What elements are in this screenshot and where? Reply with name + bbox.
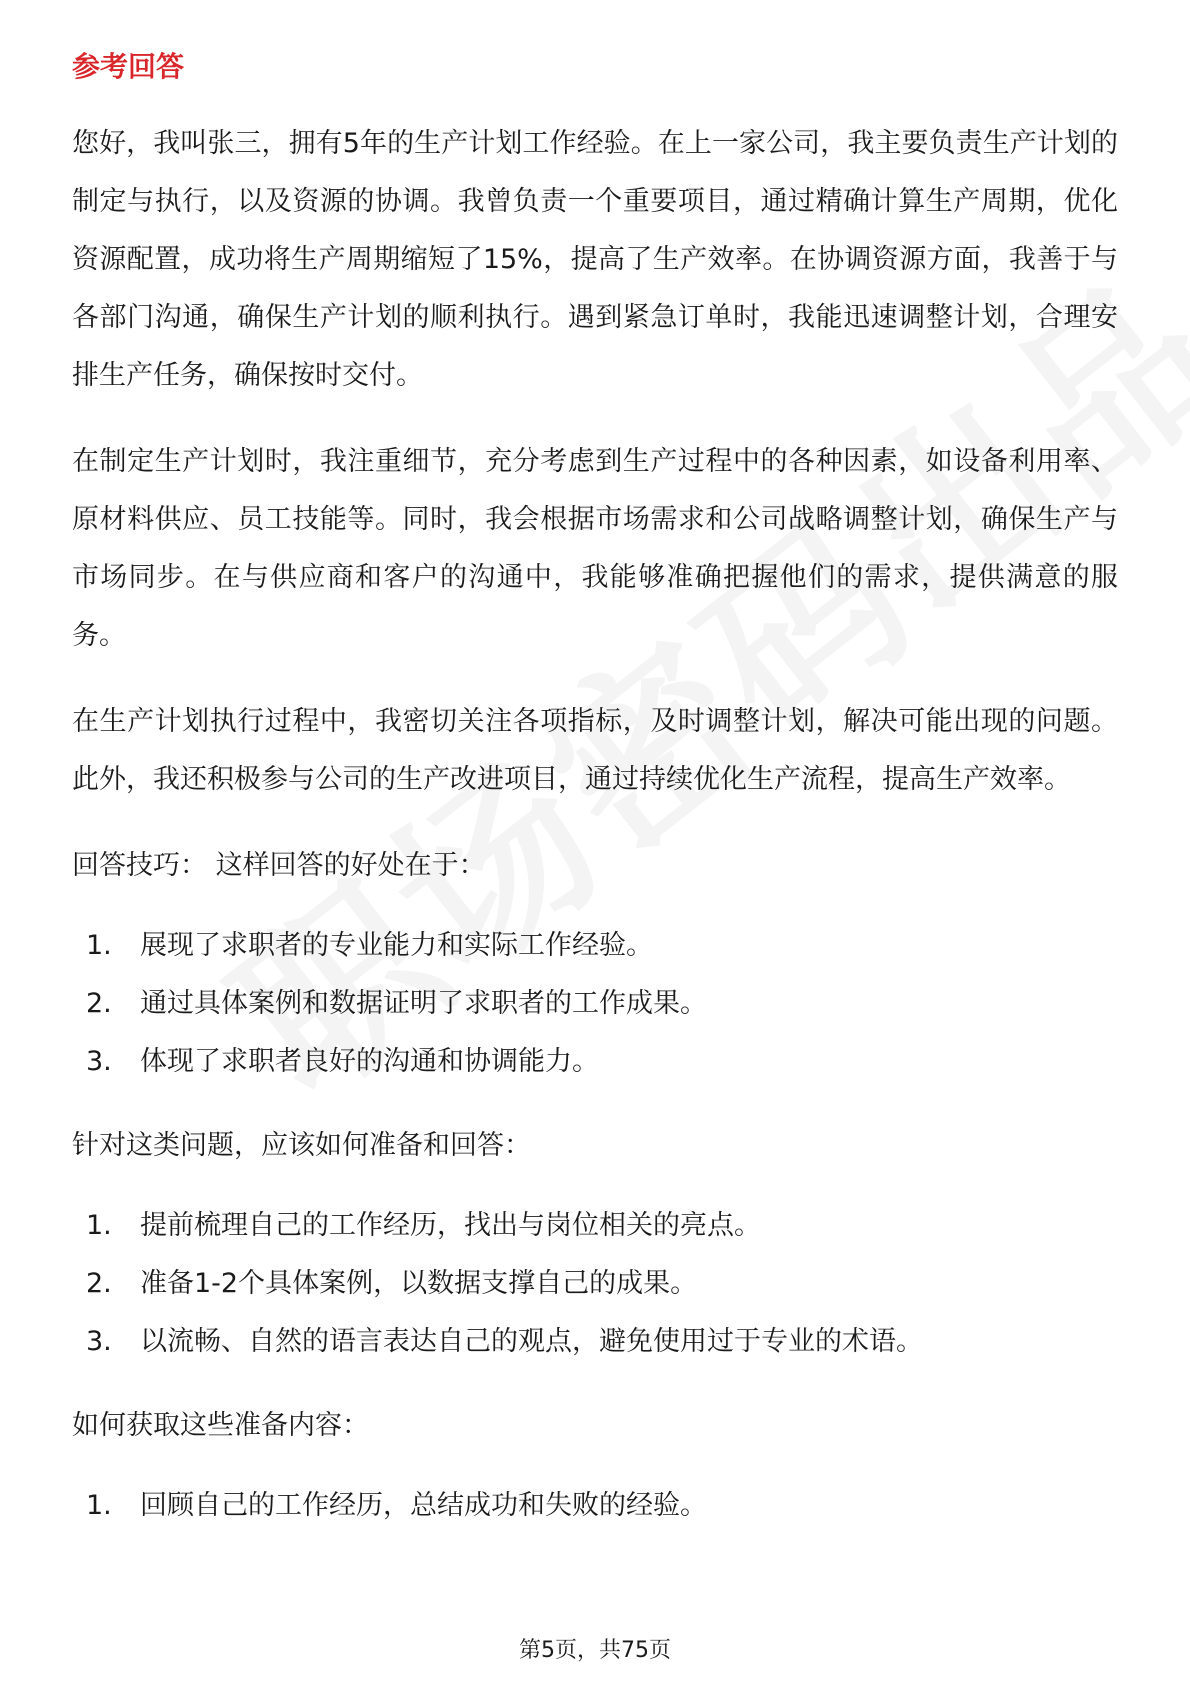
list-item-number: 3. (86, 1326, 112, 1357)
list-item (72, 1255, 1118, 1313)
obtain-label: 如何获取这些准备内容： (72, 1410, 369, 1441)
list-item-number: 1. (86, 1490, 112, 1521)
list-item-text: 以流畅、自然的语言表达自己的观点，避免使用过于专业的术语。 (140, 1326, 923, 1357)
list-item-text: 回顾自己的工作经历，总结成功和失败的经验。 (140, 1490, 707, 1521)
list-item-text: 展现了求职者的专业能力和实际工作经验。 (140, 930, 653, 961)
list-item-number: 2. (86, 988, 112, 1019)
list-item (72, 975, 1118, 1033)
tips-label: 回答技巧： 这样回答的好处在于： (72, 850, 486, 881)
list-item (72, 1197, 1118, 1255)
list-item-text: 准备1-2个具体案例，以数据支撑自己的成果。 (140, 1268, 698, 1299)
list-item-text: 提前梳理自己的工作经历，找出与岗位相关的亮点。 (140, 1210, 761, 1241)
list-item-text: 通过具体案例和数据证明了求职者的工作成果。 (140, 988, 707, 1019)
list-item-text: 体现了求职者良好的沟通和协调能力。 (140, 1046, 599, 1077)
page-number: 第5页，共75页 (519, 1638, 671, 1663)
prepare-label: 针对这类问题，应该如何准备和回答： (72, 1130, 531, 1161)
answer-paragraph-3: 在生产计划执行过程中，我密切关注各项指标，及时调整计划，解决可能出现的问题。此外，我还积极参与公司的生产改进项目，通过持续优化生产流程，提高生产效率。 (72, 706, 1118, 795)
list-item (72, 917, 1118, 975)
content-body (72, 115, 1118, 1561)
list-item-number: 1. (86, 930, 112, 961)
answer-paragraph-2: 在制定生产计划时，我注重细节，充分考虑到生产过程中的各种因素，如设备利用率、原材料供应、员工技能等。同时，我会根据市场需求和公司战略调整计划，确保生产与市场同步。在与供应商和客户的沟通中，我能够准确把握他们的需求，提供满意的服务。 (72, 446, 1118, 651)
list-item-number: 2. (86, 1268, 112, 1299)
obtain-list (72, 1477, 1118, 1535)
list-item (72, 1033, 1118, 1091)
list-item-number: 1. (86, 1210, 112, 1241)
answer-paragraph-1: 您好，我叫张三，拥有5年的生产计划工作经验。在上一家公司，我主要负责生产计划的制定与执行，以及资源的协调。我曾负责一个重要项目，通过精确计算生产周期，优化资源配置，成功将生产周期缩短了15%，提高了生产效率。在协调资源方面，我善于与各部门沟通，确保生产计划的顺利执行。遇到紧急订单时，我能迅速调整计划，合理安排生产任务，确保按时交付。 (72, 128, 1118, 391)
tips-list (72, 917, 1118, 1091)
prepare-list (72, 1197, 1118, 1371)
list-item (72, 1477, 1118, 1535)
section-heading: 参考回答 (72, 50, 185, 83)
list-item-number: 3. (86, 1046, 112, 1077)
list-item (72, 1313, 1118, 1371)
